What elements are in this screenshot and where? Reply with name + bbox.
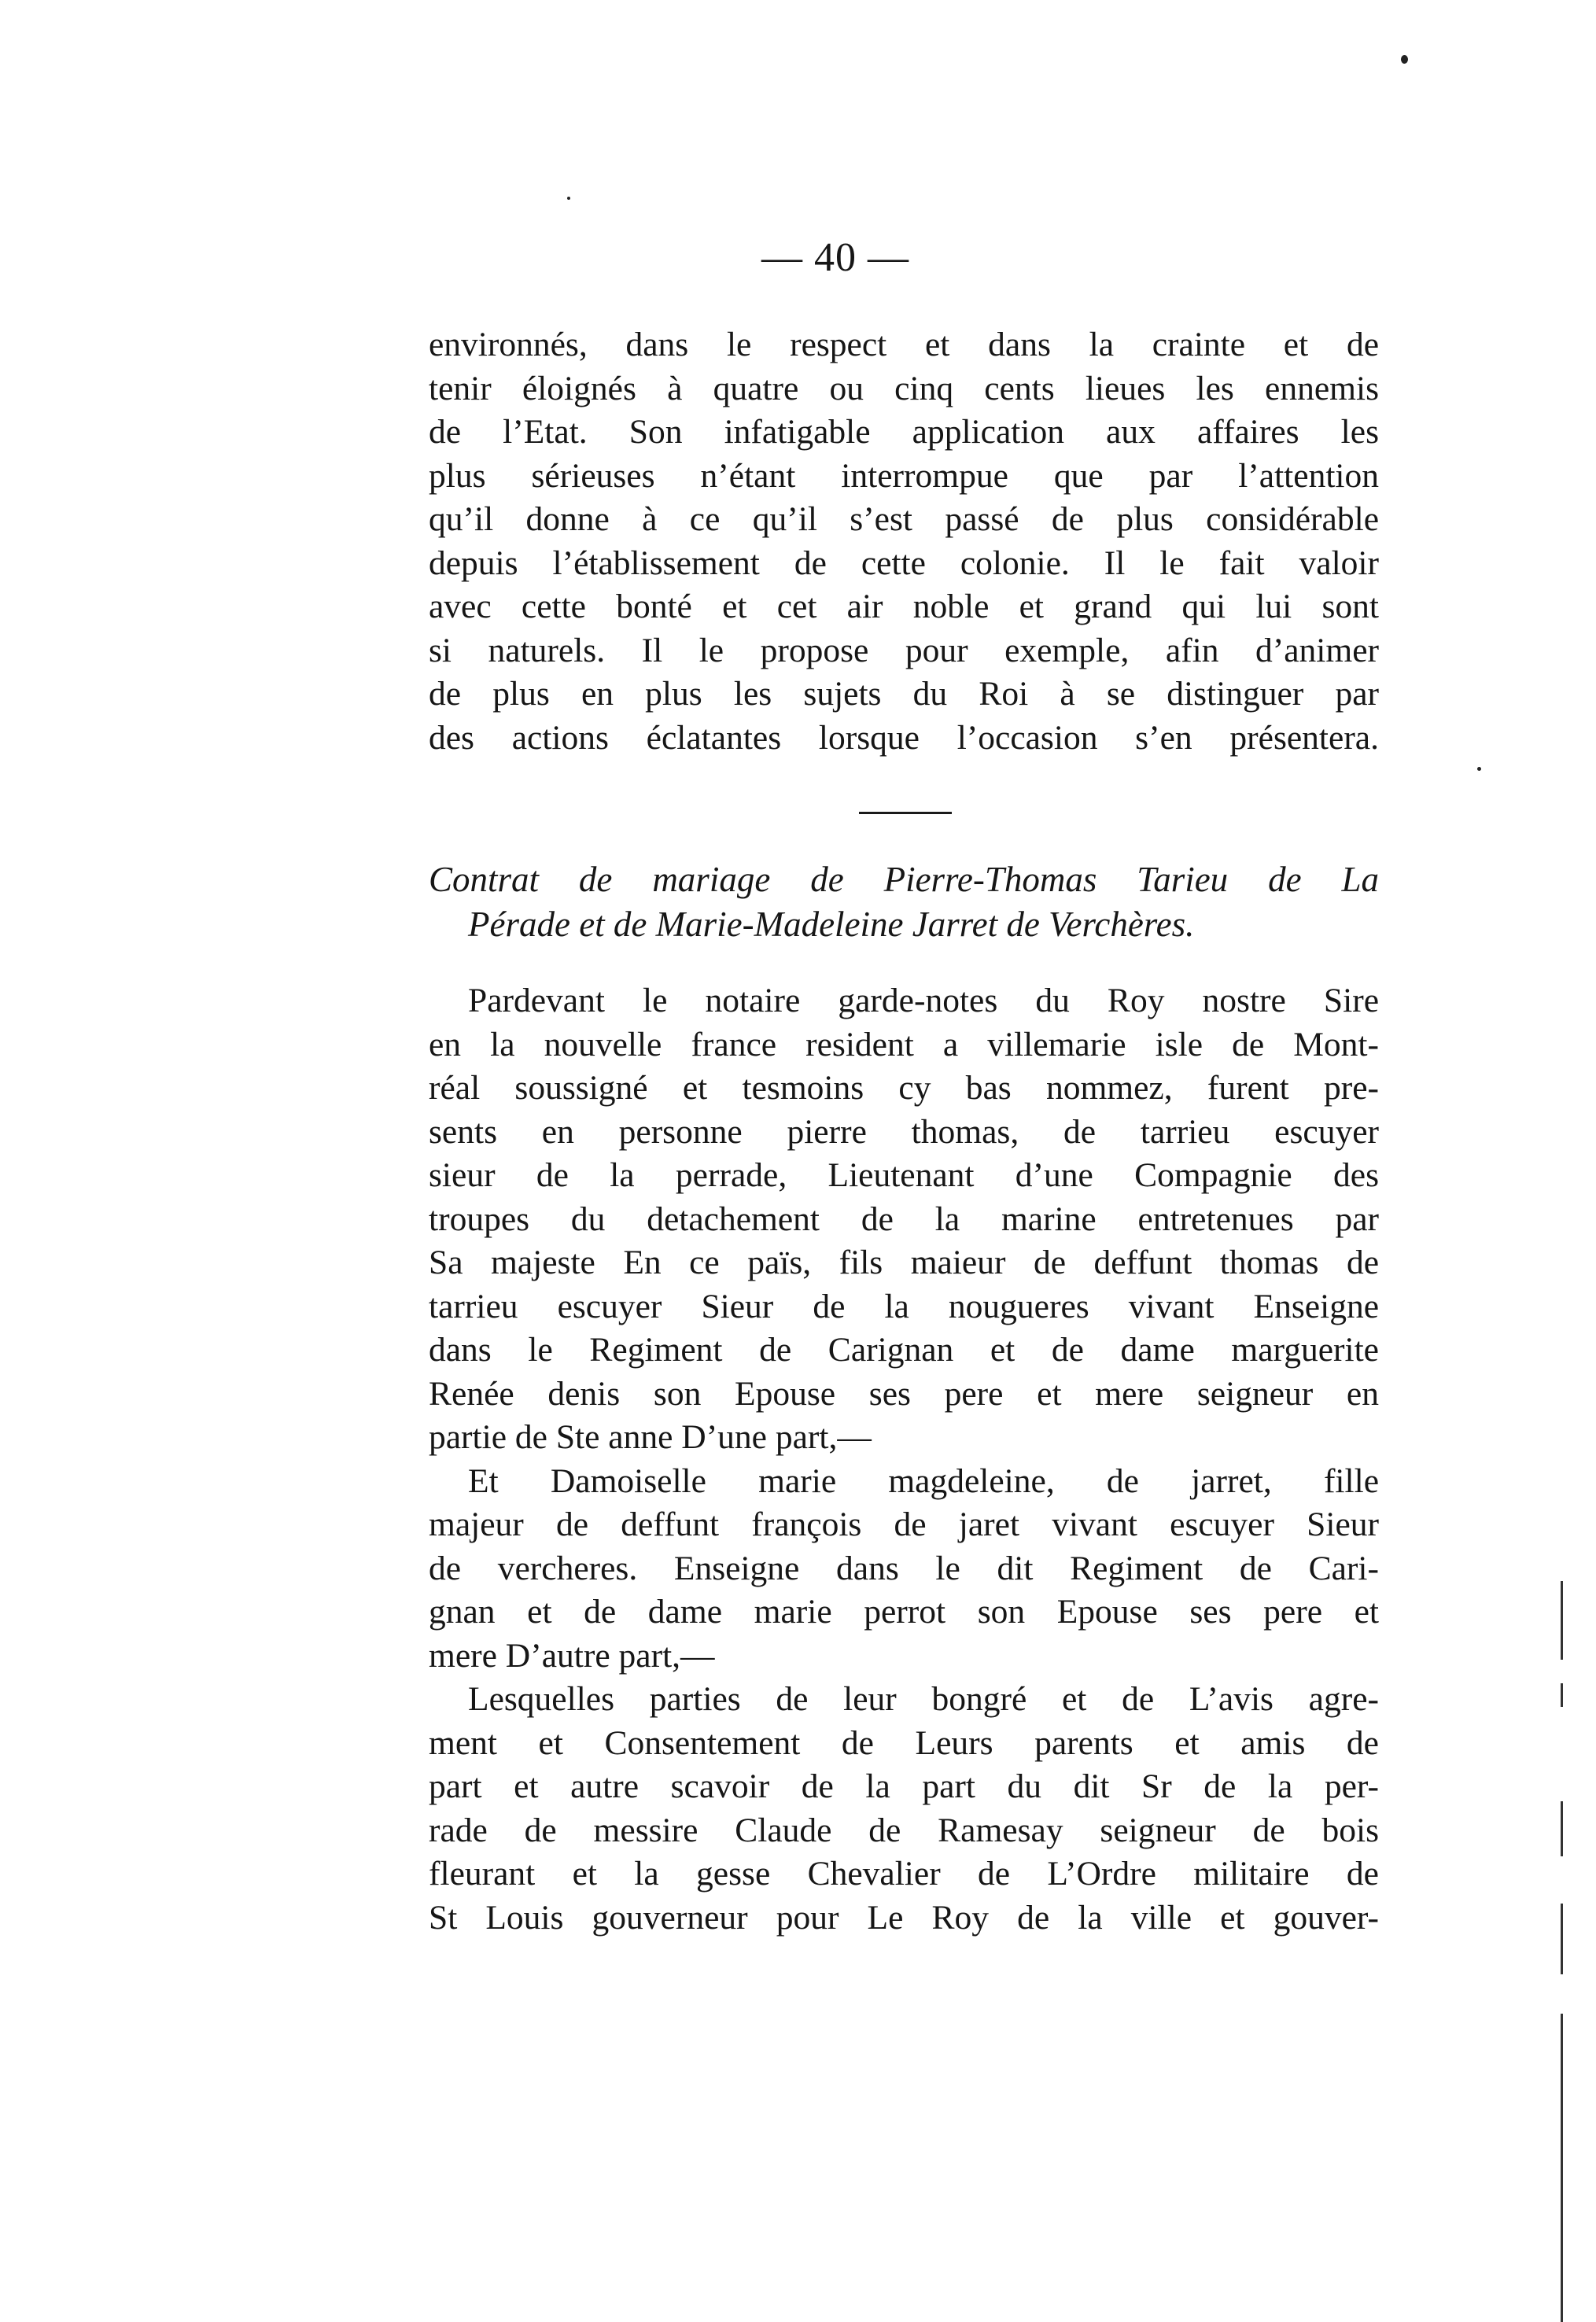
- scan-edge-mark: [1561, 1904, 1563, 1974]
- text-line: tenir éloignés à quatre ou cinq cents lieues les ennemis: [429, 369, 1379, 407]
- text-line: depuis l’établissement de cette colonie. Il le fait valoir: [429, 544, 1379, 582]
- section-divider: [859, 812, 952, 814]
- text-line: environnés, dans le respect et dans la crainte et de: [429, 326, 1379, 363]
- text-line: réal soussigné et tesmoins cy bas nommez, furent pre-: [429, 1069, 1379, 1107]
- text-line: si naturels. Il le propose pour exemple, afin d’animer: [429, 631, 1379, 669]
- text-line: qu’il donne à ce qu’il s’est passé de plus considérable: [429, 500, 1379, 538]
- text-line: Et Damoiselle marie magdeleine, de jarret, fille: [468, 1461, 1379, 1500]
- scan-edge-mark: [1561, 1683, 1563, 1707]
- text-line: sents en personne pierre thomas, de tarrieu escuyer: [429, 1112, 1379, 1151]
- text-line: part et autre scavoir de la part du dit Sr de la per-: [429, 1767, 1379, 1805]
- heading-line: Pérade et de Marie-Madeleine Jarret de Verchères.: [468, 905, 1195, 944]
- text-line: ment et Consentement de Leurs parents et amis de: [429, 1723, 1379, 1762]
- text-line: mere D’autre part,—: [429, 1636, 715, 1675]
- paragraph-continuation: [429, 323, 1379, 760]
- text-line: Renée denis son Epouse ses pere et mere seigneur en: [429, 1374, 1379, 1413]
- text-line: Lesquelles parties de leur bongré et de L’avis agre-: [468, 1680, 1379, 1718]
- text-line: dans le Regiment de Carignan et de dame marguerite: [429, 1331, 1379, 1369]
- scan-edge-mark: [1561, 1581, 1563, 1660]
- text-line: majeur de deffunt françois de jaret vivant escuyer Sieur: [429, 1506, 1379, 1543]
- text-line: fleurant et la gesse Chevalier de L’Ordre militaire de: [429, 1855, 1379, 1893]
- text-line: partie de Ste anne D’une part,—: [429, 1418, 872, 1456]
- text-line: des actions éclatantes lorsque l’occasion s’en présentera.: [429, 718, 1379, 757]
- ink-speck: [1401, 55, 1408, 64]
- text-line: en la nouvelle france resident a villemarie isle de Mont-: [429, 1025, 1379, 1063]
- text-line: de plus en plus les sujets du Roi à se distinguer par: [429, 675, 1379, 713]
- text-line: avec cette bonté et cet air noble et grand qui lui sont: [429, 588, 1379, 625]
- page-number: — 40 —: [761, 235, 909, 280]
- section-heading: [429, 857, 1379, 947]
- scan-edge-mark: [1561, 1801, 1563, 1856]
- text-line: troupes du detachement de la marine entretenues par: [429, 1200, 1379, 1238]
- text-line: St Louis gouverneur pour Le Roy de la ville et gouver-: [429, 1898, 1379, 1937]
- ink-speck: [1477, 767, 1481, 771]
- text-line: Pardevant le notaire garde-notes du Roy nostre Sire: [468, 982, 1379, 1019]
- ink-speck: [567, 197, 570, 200]
- text-line: Sa majeste En ce païs, fils maieur de deffunt thomas de: [429, 1244, 1379, 1281]
- contract-text: [429, 979, 1379, 1940]
- text-line: plus sérieuses n’étant interrompue que par l’attention: [429, 456, 1379, 495]
- scan-edge-mark: [1561, 2014, 1563, 2322]
- text-line: de l’Etat. Son infatigable application aux affaires les: [429, 413, 1379, 451]
- heading-line: Contrat de mariage de Pierre-Thomas Tarieu de La: [429, 860, 1379, 899]
- text-line: gnan et de dame marie perrot son Epouse ses pere et: [429, 1593, 1379, 1631]
- text-line: sieur de la perrade, Lieutenant d’une Compagnie des: [429, 1156, 1379, 1194]
- text-line: rade de messire Claude de Ramesay seigneur de bois: [429, 1811, 1379, 1849]
- text-line: tarrieu escuyer Sieur de la nougueres vivant Enseigne: [429, 1287, 1379, 1325]
- text-line: de vercheres. Enseigne dans le dit Regiment de Cari-: [429, 1549, 1379, 1587]
